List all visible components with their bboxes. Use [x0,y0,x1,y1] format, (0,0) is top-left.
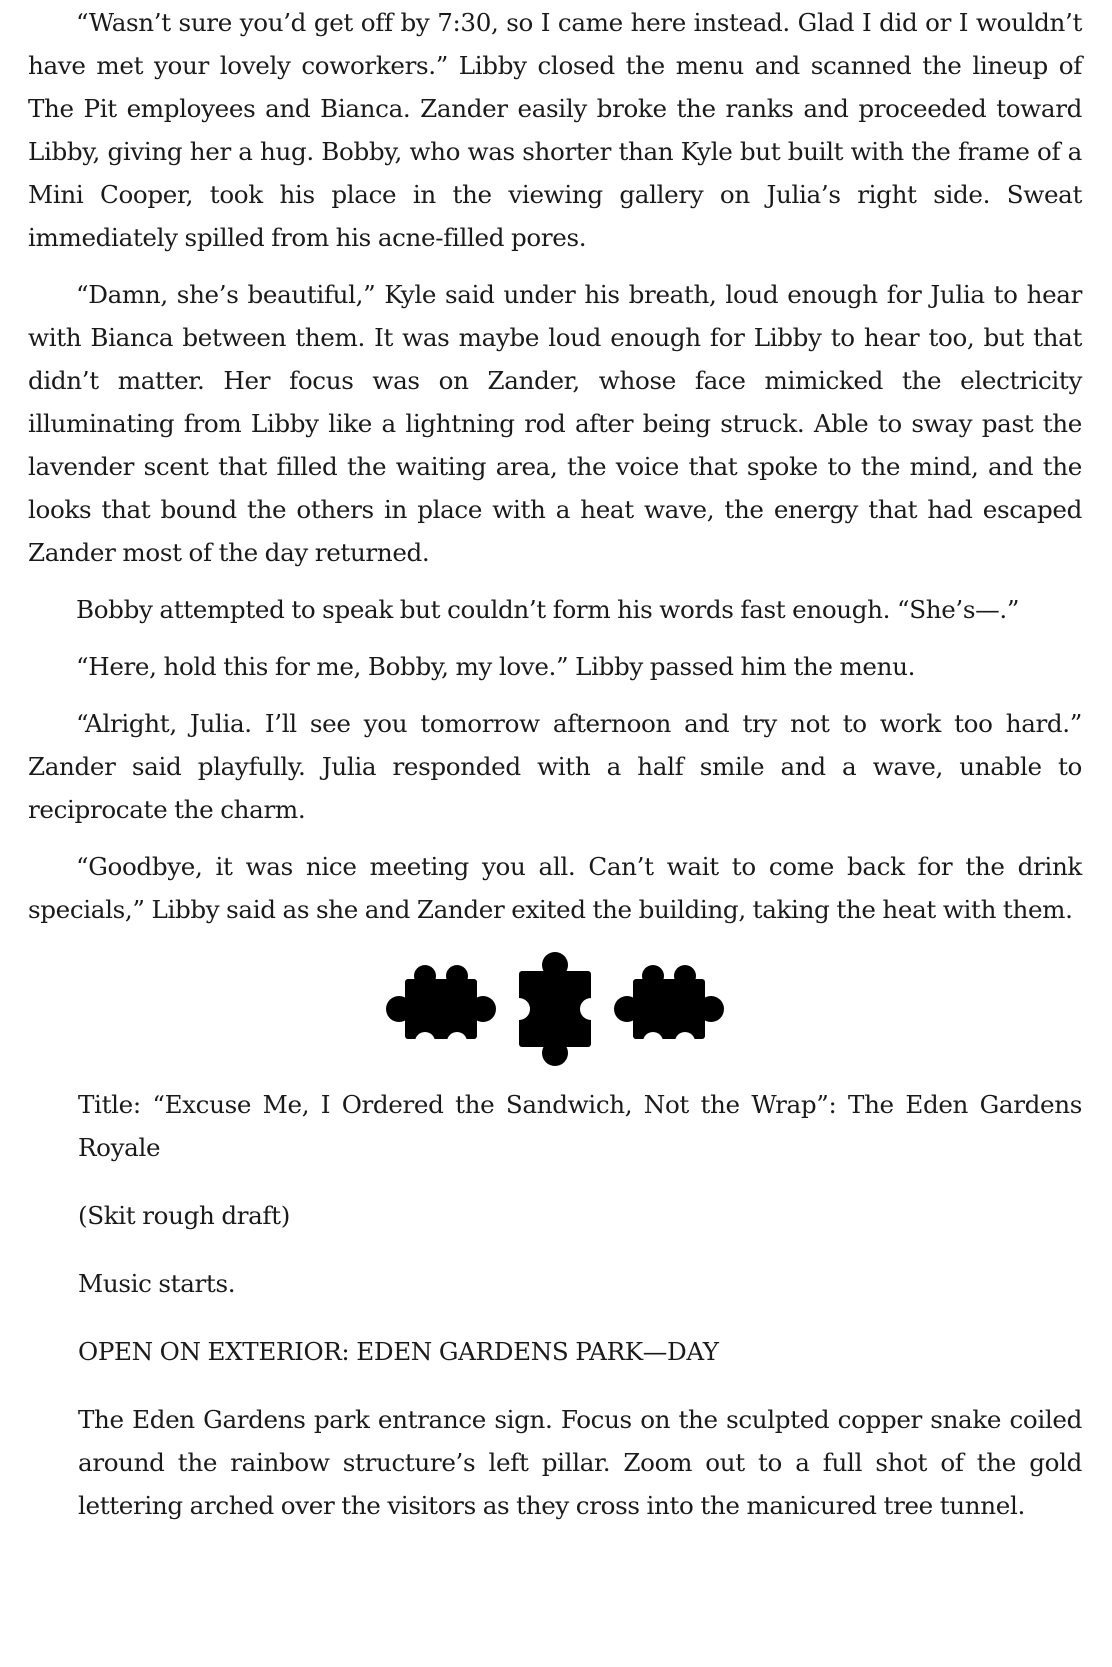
paragraph: “Here, hold this for me, Bobby, my love.” Libby passed him the menu. [76,652,916,681]
narrative-text [28,0,1082,931]
paragraph: “Damn, she’s beautiful,” Kyle said under his breath, loud enough for Julia to hear with Bianca between them. It was maybe loud enough for Libby to hear too, but that didn’t matter. Her focus was on Zander, whose face mimicked the electricity illuminating from Libby like a lightning rod after being struck. Able to sway past the lavender scent that filled the waiting area, the voice that spoke to the mind, and the looks that bound the others in place with a heat wave, the energy that had escaped Zander most of the day returned. [28,280,1082,567]
puzzle-pieces-icon [385,949,725,1069]
skit-draft [78,1083,1082,1527]
scene-action: The Eden Gardens park entrance sign. Focus on the sculpted copper snake coiled around the rainbow structure’s left pillar. Zoom out to a full shot of the gold lettering arched over the visitors as they cross into the manicured tree tunnel. [78,1405,1082,1520]
paragraph: Bobby attempted to speak but couldn’t form his words fast enough. “She’s—.” [76,595,1020,624]
skit-note: (Skit rough draft) [78,1201,290,1230]
paragraph: “Wasn’t sure you’d get off by 7:30, so I came here instead. Glad I did or I wouldn’t have met your lovely coworkers.” Libby closed the menu and scanned the lineup of The Pit employees and Bianca. Zander easily broke the ranks and proceeded toward Libby, giving her a hug. Bobby, who was shorter than Kyle but built with the frame of a Mini Cooper, took his place in the viewing gallery on Julia’s right side. Sweat immediately spilled from his acne-filled pores. [28,8,1082,252]
book-page [28,0,1082,1552]
section-break-ornament [28,945,1082,1073]
music-cue: Music starts. [78,1269,236,1298]
skit-title: Title: “Excuse Me, I Ordered the Sandwich, Not the Wrap”: The Eden Gardens Royale [78,1090,1082,1162]
scene-heading: OPEN ON EXTERIOR: EDEN GARDENS PARK—DAY [78,1337,719,1366]
paragraph: “Goodbye, it was nice meeting you all. Can’t wait to come back for the drink specials,” Libby said as she and Zander exited the building, taking the heat with them. [28,852,1082,924]
paragraph: “Alright, Julia. I’ll see you tomorrow afternoon and try not to work too hard.” Zander said playfully. Julia responded with a half smile and a wave, unable to reciprocate the charm. [28,709,1082,824]
